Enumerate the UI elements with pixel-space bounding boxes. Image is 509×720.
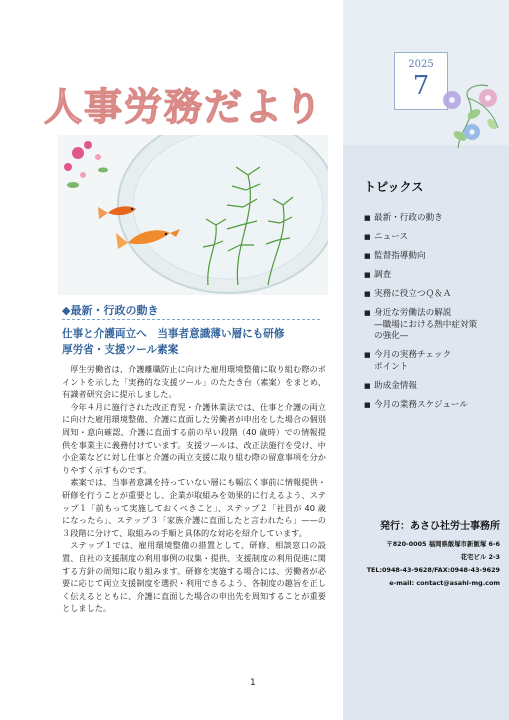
article-headline: 仕事と介護両立へ 当事者意識薄い層にも研修	[62, 328, 285, 340]
topic-item: ■ 調査	[364, 270, 392, 280]
morning-glory-illustration	[438, 78, 504, 150]
issue-year: 2025	[408, 59, 434, 70]
publisher-name: 発行：あさひ社労士事務所	[380, 521, 500, 532]
section-label: ◆最新・行政の動き	[62, 304, 159, 317]
article-paragraph: 素案では、当事者意識を持っていない層にも幅広く事前に情報提供・研修を行うことが重要とし、企業が取組みを効果的に行えるよう、ステップ１「前もって実施しておくべきこと」、ステップ２「社員が 40 歳になったら」、ステップ３「家族介護に直面したと言われたら」——の３段階に分けて、取組みの手順と具体的な対応を紹介しています。	[62, 477, 326, 538]
article-body	[62, 363, 326, 615]
topic-item: ■ 実務に役立つＱ＆Ａ	[364, 289, 452, 299]
issue-month: 7	[412, 71, 430, 101]
article-paragraph: 今年４月に施行された改正育児・介護休業法では、仕事と介護の両立に向けた雇用環境整備、介護に直面した労働者が申出をした場合の個別周知・意向確認、介護に直面する前の早い段階（40 歳時）での情報提供を事業主に義務付けています。支援ツールは、改正法施行を受け、中小企業などに対し仕事と介護の両立支援に取り組む際の留意事項を分かりやすく示すものです。	[62, 401, 326, 475]
publisher-tel-fax: TEL:0948-43-9628/FAX:0948-43-9629	[366, 566, 500, 574]
topic-item: ■ 身近な労働法の解説 —職場における熱中症対策 の強化—	[364, 308, 478, 341]
topics-heading: トピックス	[364, 180, 424, 194]
section-divider	[62, 319, 320, 320]
goldfish-bowl-photo	[58, 135, 328, 295]
publisher-email: e-mail: contact@asahi-mg.com	[389, 579, 500, 587]
topic-item: ■ ニュース	[364, 232, 408, 242]
topic-item: ■ 今月の業務スケジュール	[364, 399, 469, 410]
page-number: 1	[250, 678, 256, 688]
publisher-building: 花宅ビル 2-3	[460, 553, 500, 561]
newsletter-title: 人事労務だより	[44, 85, 325, 129]
topic-item: ■ 監督指導動向	[364, 251, 426, 261]
topics-list	[364, 213, 504, 419]
publisher-address: 〒820-0005 福岡県飯塚市新飯塚 6-6	[386, 540, 500, 548]
publisher-info	[350, 517, 500, 590]
topic-item: ■ 今月の実務チェック ポイント	[364, 350, 452, 372]
topic-item: ■ 助成金情報	[364, 380, 417, 391]
article-subheadline: 厚労省・支援ツール素案	[62, 344, 179, 356]
topic-item: ■ 最新・行政の動き	[364, 213, 443, 223]
article-paragraph: 厚生労働省は、介護離職防止に向けた雇用環境整備に取り組む際のポイントを示した「実務的な支援ツール」のたたき台（素案）をまとめ、有識者研究会に提示しました。	[62, 364, 326, 400]
article-paragraph: ステップ１では、雇用環境整備の措置として、研修、相談窓口の設置、自社の支援制度の利用事例の収集・提供、支援制度の利用促進に関する方針の周知に取り組みます。研修を実施する場合には、労働者が必要に応じて両立支援制度を選択・利用できるよう、各制度の趣旨を正しく伝えるとともに、介護に直面した場合の申出先を周知することが重要としました。	[62, 540, 326, 614]
